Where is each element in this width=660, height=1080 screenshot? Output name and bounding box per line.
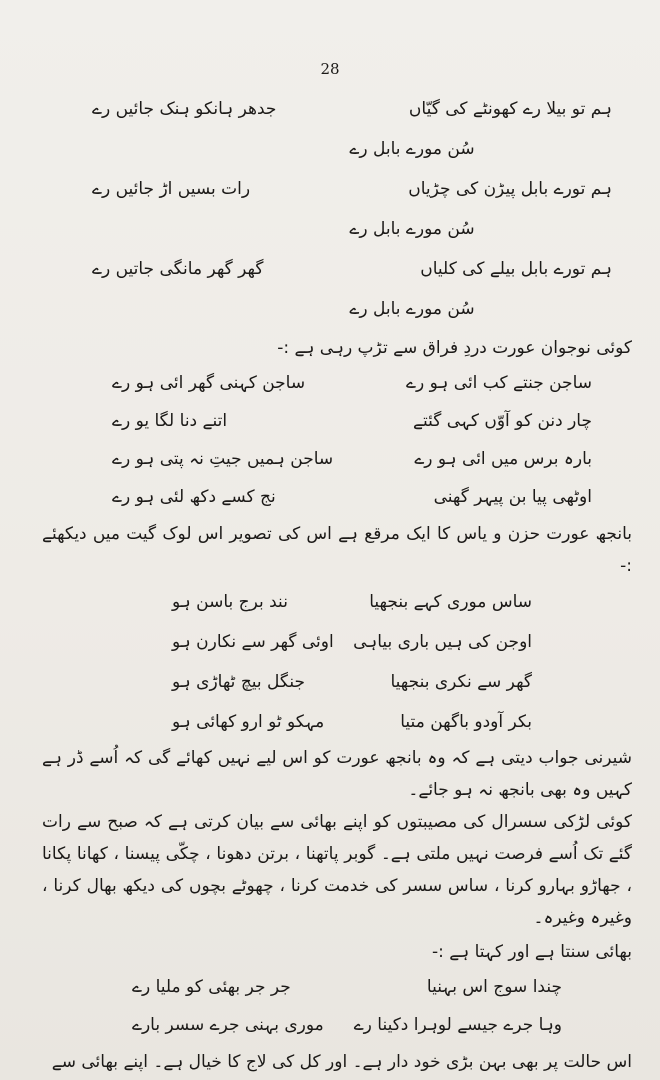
verse-left: نج کسے دکھ لئی ہو رے (112, 487, 276, 507)
refrain: سُن مورے بابل رے (349, 139, 475, 159)
verse-left: رات بسیں اڑ جائیں رے (92, 179, 251, 199)
intro-paragraph: کوئی نوجوان عورت دردِ فراق سے تڑپ رہی ہے :- (277, 338, 632, 358)
verse-left: ساجن ہمیں جیتِ نہ پتی ہو رے (112, 449, 334, 469)
verse-right: گھر سے نکری بنجھیا (390, 672, 532, 692)
verse-left: گھر گھر مانگی جاتیں رے (92, 259, 264, 279)
verse-right: ساس موری کہے بنجھیا (369, 592, 532, 612)
couplet (112, 364, 592, 402)
intro-paragraph: بھائی سنتا ہے اور کہتا ہے :- (432, 942, 632, 962)
couplet (172, 662, 532, 702)
body-paragraph: شیرنی جواب دیتی ہے کہ وہ بانجھ عورت کو اس لیے نہیں کھائے گی کہ اُسے ڈر ہے کہیں وہ بھی بانجھ نہ ہو جائے۔ (42, 748, 632, 800)
couplet (92, 248, 612, 290)
couplet (92, 168, 612, 210)
verse-right: ساجن جنتے کب ائی ہو رے (406, 373, 592, 393)
refrain: سُن مورے بابل رے (349, 299, 475, 319)
verse-left: نند برج باسن ہو (172, 592, 288, 612)
verse-left: ساجن کہنی گھر ائی ہو رے (112, 373, 306, 393)
folk-song-banjh (172, 582, 532, 742)
verse-right: بکر آودو باگھن متیا (400, 712, 532, 732)
couplet (172, 582, 532, 622)
verse-right: چندا سوج اس بہنیا (426, 977, 562, 997)
couplet (132, 968, 562, 1006)
page-number: 28 (320, 60, 340, 78)
verse-left: جر جر بھئی کو ملیا رے (132, 977, 291, 997)
verse-left: اتنے دنا لگا یو رے (112, 411, 228, 431)
verse-right: ہم تورے بابل پیڑن کی چڑیاں (408, 179, 612, 199)
verse-left: موری بہنی جرے سسر بارے (132, 1015, 324, 1035)
verse-left: جنگل بیچ ٹھاڑی ہو (172, 672, 305, 692)
verse-right: ہم تو بیلا رے کھونٹے کی گیّاں (408, 99, 612, 119)
couplet (112, 402, 592, 440)
verse-right: بارہ برس میں ائی ہو رے (414, 449, 592, 469)
page-content (42, 88, 632, 1078)
body-paragraph: کوئی لڑکی سسرال کی مصیبتوں کو اپنے بھائی سے بیان کرتی ہے کہ صبح سے رات گئے تک اُسے فرصت نہیں ملتی ہے۔ گوبر پاتھنا ، برتن دھونا ، چکّی پیسنا ، کھانا پکانا ، جھاڑو بہارو کرنا ، ساس سسر کی خدمت کرنا ، چھوٹے بچوں کی دیکھ بھال کرنا ، وغیرہ وغیرہ۔ (42, 812, 632, 928)
verse-left: اوئی گھر سے نکارن ہو (172, 632, 334, 652)
couplet (172, 702, 532, 742)
body-paragraph: اس حالت پر بھی بہن بڑی خود دار ہے۔ اور کل کی لاج کا خیال ہے۔ اپنے بھائی سے (51, 1052, 632, 1072)
couplet (92, 88, 612, 130)
couplet (112, 478, 592, 516)
intro-paragraph: بانجھ عورت حزن و یاس کا ایک مرقع ہے اس کی تصویر اس لوک گیت میں دیکھئے :- (42, 524, 632, 576)
folk-song-firaq (112, 364, 592, 516)
couplet (172, 622, 532, 662)
folk-song-babul (92, 88, 612, 328)
verse-right: ہم تورے بابل بیلے کی کلیاں (420, 259, 612, 279)
refrain: سُن مورے بابل رے (349, 219, 475, 239)
verse-right: اوٹھی پیا بن پیہر گھنی (433, 487, 592, 507)
verse-left: مہکو ٹو ارو کھائی ہو (172, 712, 325, 732)
couplet (112, 440, 592, 478)
folk-song-bhai (132, 968, 562, 1044)
couplet (132, 1006, 562, 1044)
verse-left: جدھر ہانکو ہنک جائیں رے (92, 99, 277, 119)
verse-right: اوجن کی ہیں باری بیاہی (353, 632, 532, 652)
verse-right: وہا جرے جیسے لوہرا دکینا رے (353, 1015, 562, 1035)
verse-right: چار دنن کو آوّں کہی گئتے (413, 411, 592, 431)
